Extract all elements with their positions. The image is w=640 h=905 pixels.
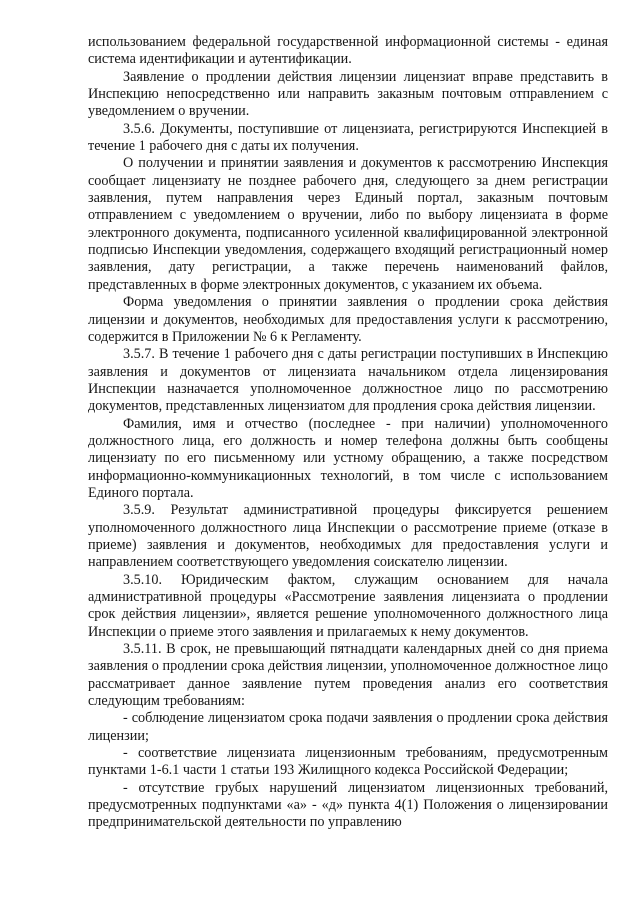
paragraph-3-5-10: 3.5.10. Юридическим фактом, служащим основанием для начала административной процедуры «Рассмотрение заявления лицензиата о продлении срок действия лицензии», является решение уполномоченного должностного лица Инспекции о приеме этого заявления и прилагаемых к нему документов.: [88, 571, 608, 640]
paragraph-3-5-9: 3.5.9. Результат административной процедуры фиксируется решением уполномоченного должностного лица Инспекции о рассмотрение приеме (отказе в приеме) заявления и документов, необходимых для предоставления услуги и направлением соответствующего уведомления соискателю лицензии.: [88, 502, 608, 571]
paragraph-3-5-6: 3.5.6. Документы, поступившие от лицензиата, регистрируются Инспекцией в течение 1 рабочего дня с даты их получения.: [88, 120, 608, 155]
paragraph-acceptance-notification: О получении и принятии заявления и документов к рассмотрению Инспекция сообщает лицензиату не позднее рабочего дня, следующего за днем регистрации заявления, путем направления через Единый портал, заказным почтовым отправлением с уведомлением о вручении, либо по выбору лицензиата в форме электронного документа, подписанного усиленной квалифицированной электронной подписью Инспекции уведомления, содержащего входящий регистрационный номер заявления, дату регистрации, а также перечень наименований файлов, представленных в форме электронных документов, с указанием их объема.: [88, 155, 608, 293]
paragraph-3-5-7: 3.5.7. В течение 1 рабочего дня с даты регистрации поступивших в Инспекцию заявления и документов от лицензиата начальником отдела лицензирования Инспекции назначается уполномоченное должностное лицо по рассмотрению документов, представленных лицензиатом для продления срока действия лицензии.: [88, 346, 608, 415]
list-item-license-requirements: - соответствие лицензиата лицензионным требованиям, предусмотренным пунктами 1-6.1 части 1 статьи 193 Жилищного кодекса Российской Федерации;: [88, 745, 608, 779]
document-page: [88, 34, 608, 832]
paragraph-license-extension-submission: Заявление о продлении действия лицензии лицензиат вправе представить в Инспекцию непосредственно или направить заказным почтовым отправлением с уведомлением о вручении.: [88, 68, 608, 120]
paragraph-notification-form: Форма уведомления о принятии заявления о продлении срока действия лицензии и документов, необходимых для предоставления услуги к рассмотрению, содержится в Приложении № 6 к Регламенту.: [88, 294, 608, 345]
list-item-no-gross-violations: - отсутствие грубых нарушений лицензиатом лицензионных требований, предусмотренных подпунктами «а» - «д» пункта 4(1) Положения о лицензировании предпринимательской деятельности по управлению: [88, 779, 608, 831]
paragraph-official-contact: Фамилия, имя и отчество (последнее - при наличии) уполномоченного должностного лица, его должность и номер телефона должны быть сообщены лицензиату по его письменному или устному обращению, а также посредством информационно-коммуникационных технологий, в том числе с использованием Единого портала.: [88, 415, 608, 501]
paragraph-continuation: использованием федеральной государственной информационной системы - единая система идентификации и аутентификации.: [88, 34, 608, 68]
paragraph-3-5-11: 3.5.11. В срок, не превышающий пятнадцати календарных дней со дня приема заявления о продлении срока действия лицензии, уполномоченное должностное лицо рассматривает данное заявление путем проведения анализ его соответствия следующим требованиям:: [88, 641, 608, 710]
list-item-deadline-compliance: - соблюдение лицензиатом срока подачи заявления о продлении срока действия лицензии;: [88, 710, 608, 744]
